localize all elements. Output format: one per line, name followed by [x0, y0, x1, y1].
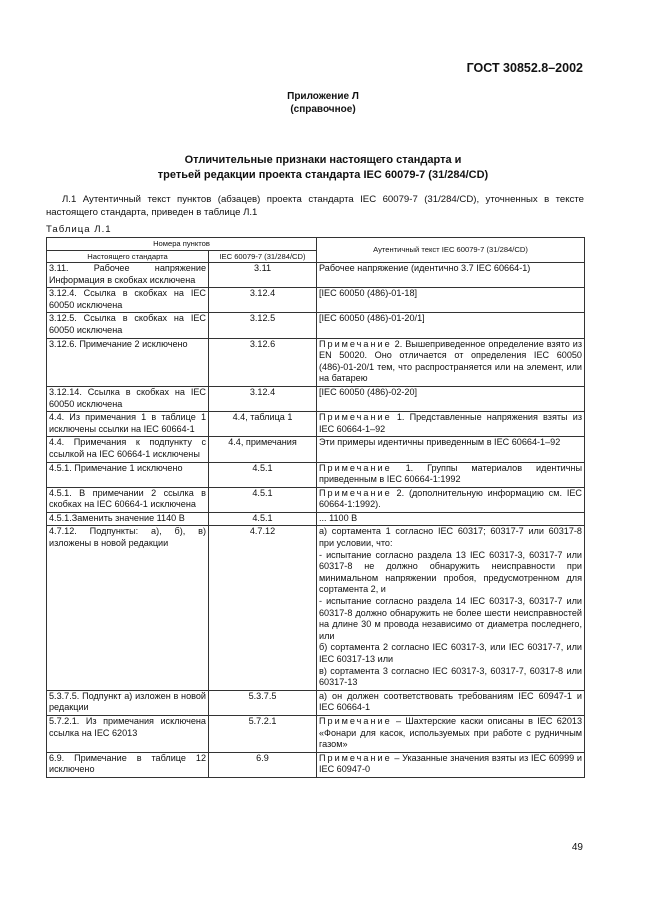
appendix-subtitle: (справочное) — [290, 104, 356, 115]
table-row — [47, 412, 585, 437]
cell-iec-number: 5.3.7.5 — [209, 690, 317, 715]
authentic-text: ... 1100 В — [319, 512, 358, 523]
table-row — [47, 512, 585, 526]
table-row — [47, 338, 585, 386]
authentic-text: [IEC 60050 (486)-01-20/1] — [319, 313, 425, 324]
authentic-text: [IEC 60050 (486)-02-20] — [319, 386, 418, 397]
table-row — [47, 263, 585, 288]
header-item-numbers: Номера пунктов — [47, 238, 317, 251]
cell-authentic-text — [317, 263, 585, 288]
cell-authentic-text — [317, 462, 585, 487]
comparison-table — [46, 237, 585, 778]
cell-this-standard: 3.12.4. Ссылка в скобках на IEC 60050 исключена — [47, 288, 209, 313]
cell-iec-number: 4.5.1 — [209, 512, 317, 526]
main-title-line-2: третьей редакции проекта стандарта IEC 60079-7 (31/284/CD) — [157, 169, 489, 181]
authentic-text: – Шахтерские каски описаны в IEC 62013 «Фонари для касок, используемых при работе с рудничным газом» — [319, 715, 582, 750]
table-body — [47, 263, 585, 778]
cell-this-standard: 3.12.5. Ссылка в скобках на IEC 60050 исключена — [47, 313, 209, 338]
cell-this-standard: 5.3.7.5. Подпункт а) изложен в новой редакции — [47, 690, 209, 715]
cell-this-standard: 4.4. Из примечания 1 в таблице 1 исключены ссылки на IEC 60664-1 — [47, 412, 209, 437]
cell-this-standard: 4.5.1. Примечание 1 исключено — [47, 462, 209, 487]
cell-authentic-text — [317, 437, 585, 462]
main-title — [0, 153, 646, 183]
cell-this-standard: 3.11. Рабочее напряжение Информация в скобках исключена — [47, 263, 209, 288]
table-row — [47, 386, 585, 411]
cell-this-standard: 4.5.1.Заменить значение 1140 В — [47, 512, 209, 526]
table-row — [47, 437, 585, 462]
cell-authentic-text — [317, 487, 585, 512]
header-iec: IEC 60079-7 (31/284/CD) — [209, 250, 317, 263]
note-label: Примечание — [319, 715, 392, 726]
authentic-text: а) сортамента 1 согласно IEC 60317; 60317-7 или 60317-8 при условии, что: - испытание согласно раздела 13 IEC 60317-3, 60317-7 или 60317-8 не должно обнаружить неисправности при минимальном напряжении пробоя, предусмотренном для сортамента 2, и - испытание согласно раздела 14 IEC 60317-3, 60317-7 или 60317-8 должно обнаружить не более шести неисправностей на длине 30 м провода независимо от диаметра последнего, или б) сортамента 2 согласно IEC 60317-3, или IEC 60317-7, или IEC 60317-13 или в) сортамента 3 согласно IEC 60317-3, 60317-7, 60317-8 или 60317-13 — [319, 526, 582, 688]
table-row — [47, 752, 585, 777]
cell-iec-number: 4.5.1 — [209, 487, 317, 512]
intro-paragraph: Л.1 Аутентичный текст пунктов (абзацев) проекта стандарта IEC 60079-7 (31/284/CD), уточненных в тексте настоящего стандарта, приведен в таблице Л.1 — [46, 194, 584, 218]
table-row — [47, 526, 585, 690]
table-caption: Таблица Л.1 — [46, 224, 112, 235]
cell-iec-number: 4.4, таблица 1 — [209, 412, 317, 437]
cell-authentic-text — [317, 690, 585, 715]
authentic-text: 1. Представленные напряжения взяты из IEC 60664-1–92 — [319, 412, 582, 434]
authentic-text: [IEC 60050 (486)-01-18] — [319, 288, 418, 299]
cell-authentic-text — [317, 386, 585, 411]
authentic-text: а) он должен соответствовать требованиям IEC 60947-1 и IEC 60664-1 — [319, 690, 582, 713]
main-title-line-1: Отличительные признаки настоящего стандарта и — [184, 154, 462, 166]
cell-authentic-text — [317, 412, 585, 437]
cell-iec-number: 3.12.6 — [209, 338, 317, 386]
note-label: Примечание — [319, 412, 392, 423]
cell-iec-number: 4.7.12 — [209, 526, 317, 690]
cell-iec-number: 4.5.1 — [209, 462, 317, 487]
header-authentic-text: Аутентичный текст IEC 60079-7 (31/284/CD) — [317, 238, 585, 263]
page-number: 49 — [571, 842, 583, 853]
authentic-text: – Указанные значения взяты из IEC 60999 и IEC 60947-0 — [319, 752, 582, 775]
cell-authentic-text — [317, 512, 585, 526]
cell-authentic-text — [317, 715, 585, 752]
cell-iec-number: 3.12.4 — [209, 386, 317, 411]
note-label: Примечание — [319, 338, 392, 349]
authentic-text: Эти примеры идентичны приведенным в IEC 60664-1–92 — [319, 437, 561, 448]
note-label: Примечание — [319, 752, 392, 763]
note-label: Примечание — [319, 487, 392, 498]
table-row — [47, 288, 585, 313]
document-code: ГОСТ 30852.8–2002 — [466, 61, 583, 75]
note-label: Примечание — [319, 462, 392, 473]
cell-this-standard: 4.7.12. Подпункты: а), б), в) изложены в новой редакции — [47, 526, 209, 690]
table-row — [47, 690, 585, 715]
appendix-heading — [0, 90, 646, 116]
cell-iec-number: 4.4, примечания — [209, 437, 317, 462]
cell-iec-number: 5.7.2.1 — [209, 715, 317, 752]
cell-this-standard: 5.7.2.1. Из примечания исключена ссылка на IEC 62013 — [47, 715, 209, 752]
cell-this-standard: 4.5.1. В примечании 2 ссылка в скобках на IEC 60664-1 исключена — [47, 487, 209, 512]
header-this-standard: Настоящего стандарта — [47, 250, 209, 263]
table-row — [47, 462, 585, 487]
cell-iec-number: 6.9 — [209, 752, 317, 777]
cell-this-standard: 6.9. Примечание в таблице 12 исключено — [47, 752, 209, 777]
table-row — [47, 487, 585, 512]
cell-iec-number: 3.11 — [209, 263, 317, 288]
cell-authentic-text — [317, 526, 585, 690]
table-row — [47, 715, 585, 752]
cell-iec-number: 3.12.5 — [209, 313, 317, 338]
cell-this-standard: 4.4. Примечания к подпункту с ссылкой на IEC 60664-1 исключены — [47, 437, 209, 462]
authentic-text: 2. Вышеприведенное определение взято из EN 50020. Оно отличается от определения IEC 60050 (486)-01-20/1 тем, что распространяется или на элемент, или на батарею — [319, 338, 582, 384]
authentic-text: Рабочее напряжение (идентично 3.7 IEC 60664-1) — [319, 263, 531, 273]
appendix-title: Приложение Л — [287, 91, 359, 102]
cell-this-standard: 3.12.14. Ссылка в скобках на IEC 60050 исключена — [47, 386, 209, 411]
cell-authentic-text — [317, 752, 585, 777]
cell-iec-number: 3.12.4 — [209, 288, 317, 313]
table-row — [47, 313, 585, 338]
cell-authentic-text — [317, 313, 585, 338]
cell-this-standard: 3.12.6. Примечание 2 исключено — [47, 338, 209, 386]
cell-authentic-text — [317, 338, 585, 386]
authentic-text: 2. (дополнительную информацию см. IEC 60664-1:1992). — [319, 487, 582, 510]
cell-authentic-text — [317, 288, 585, 313]
authentic-text: 1. Группы материалов идентичны приведенным в IEC 60664-1:1992 — [319, 462, 582, 485]
